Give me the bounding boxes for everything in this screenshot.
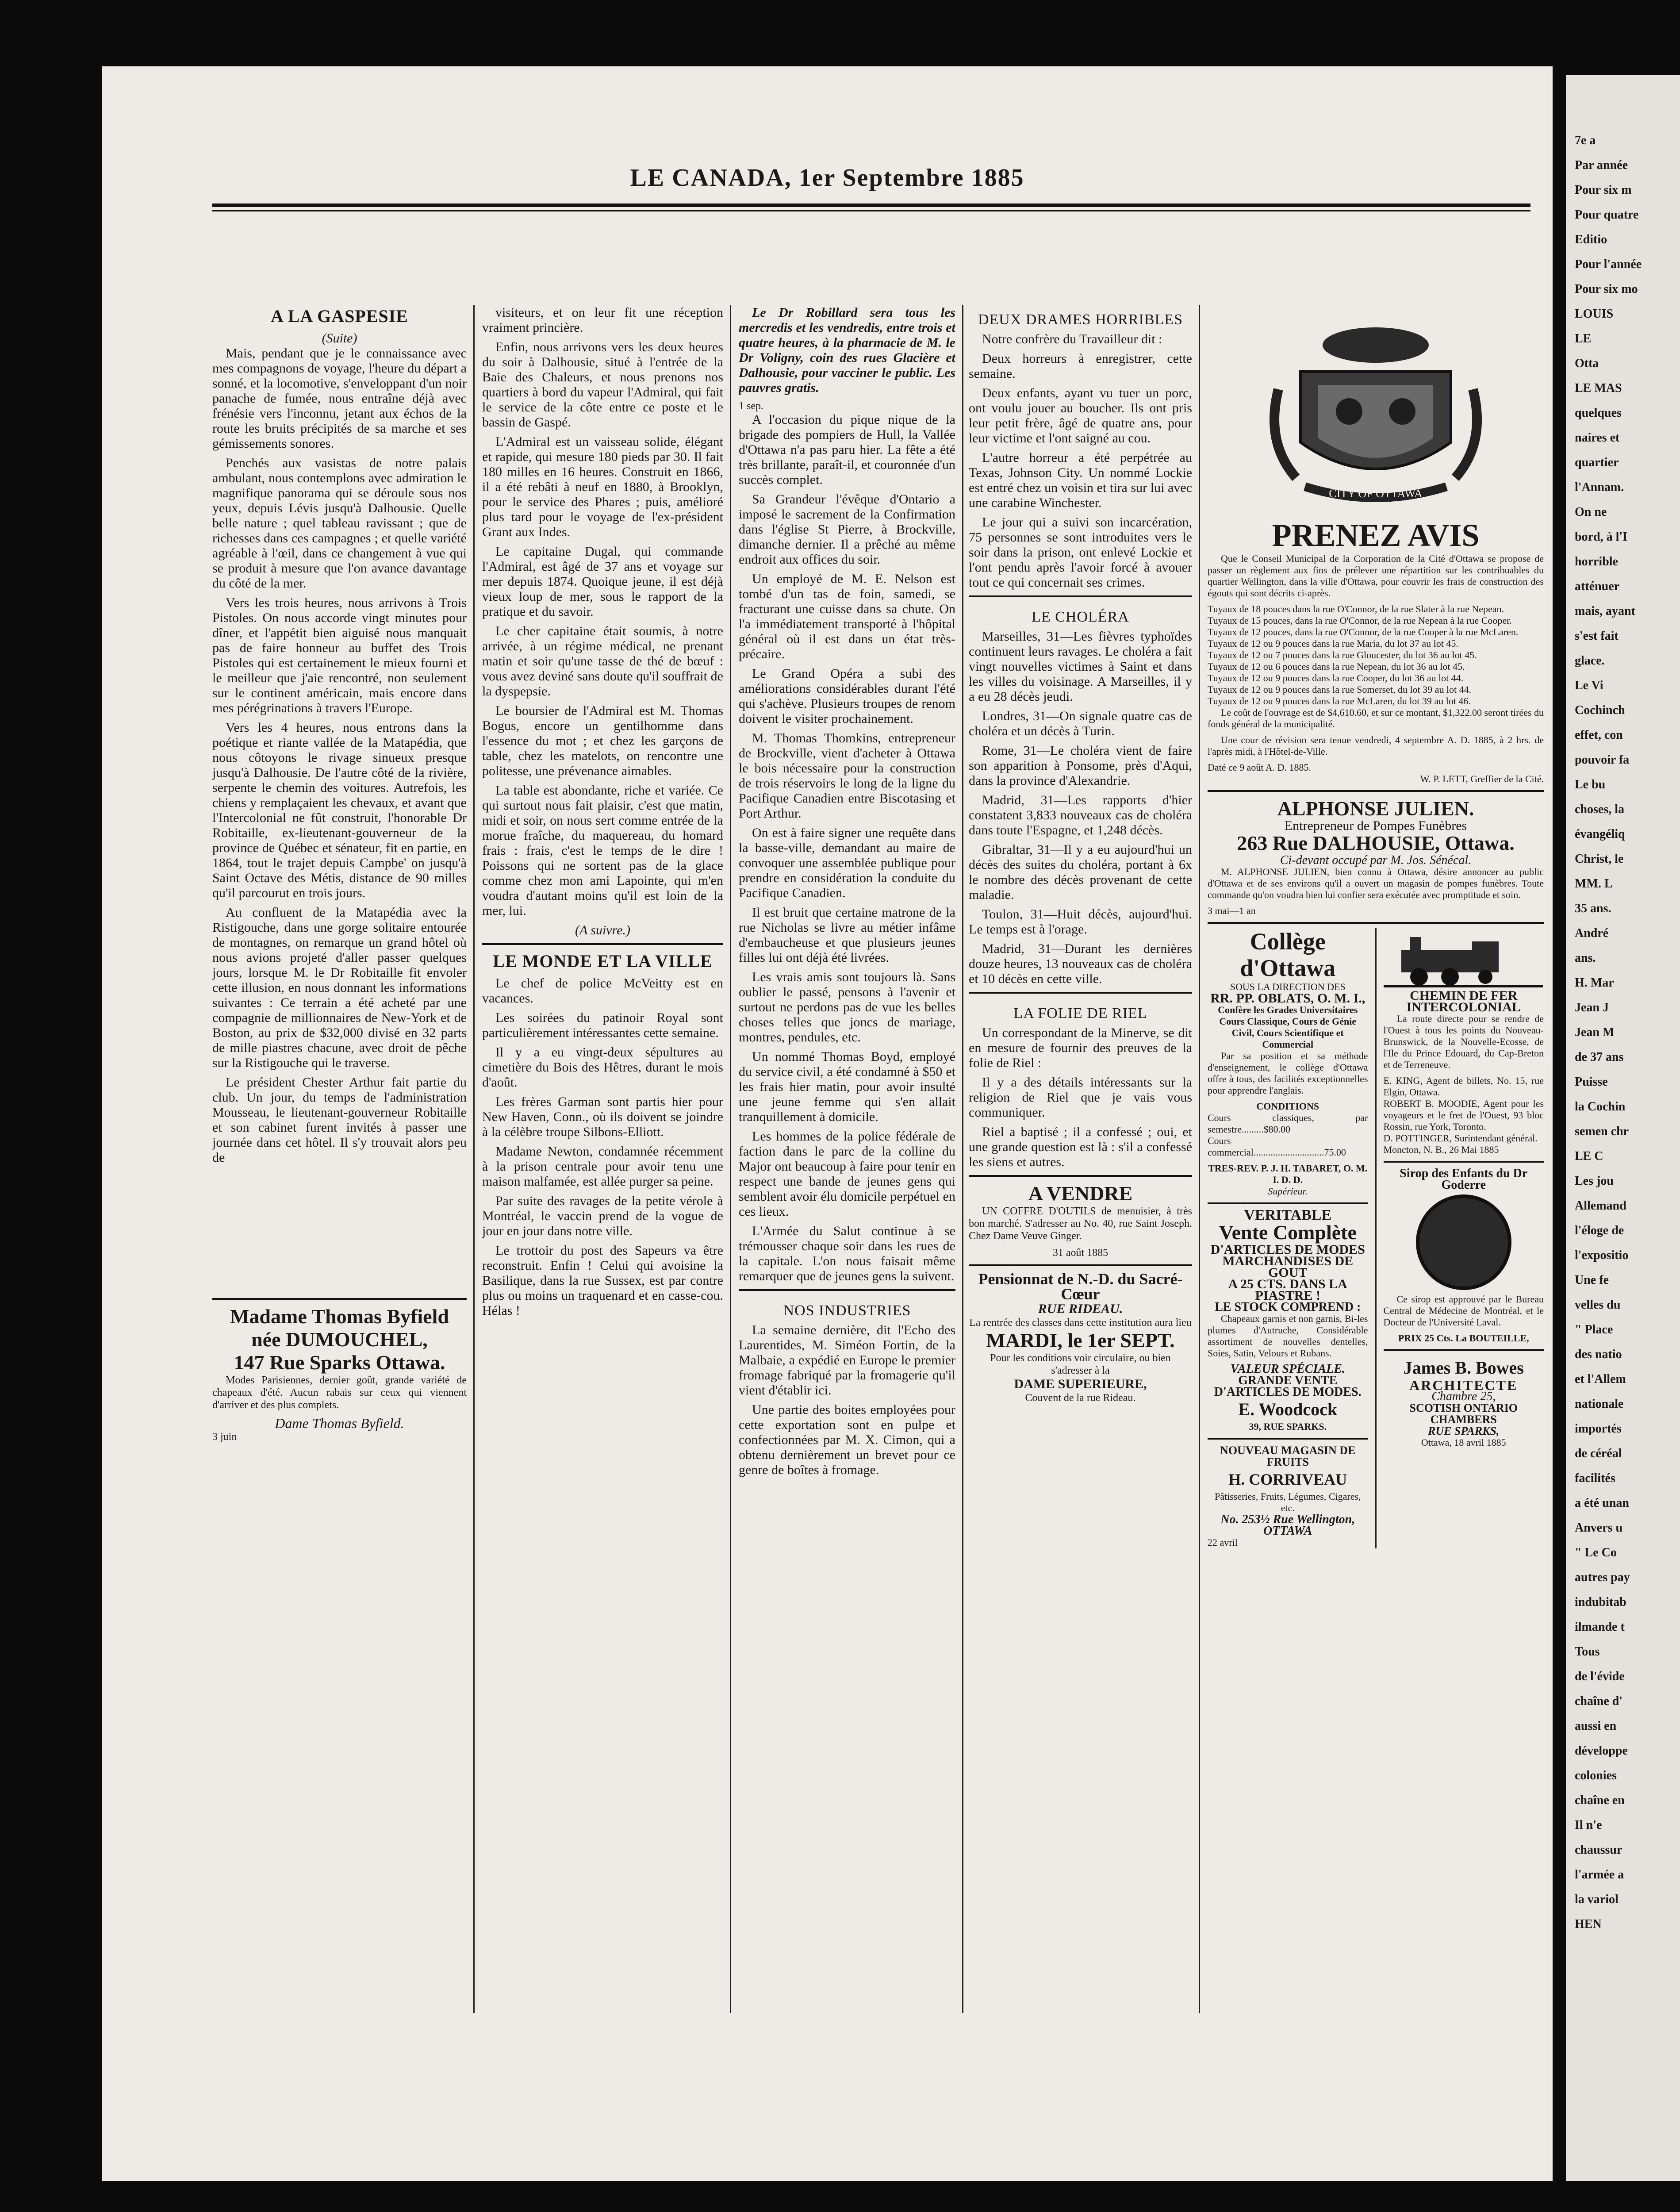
adjacent-page-line: Tous	[1575, 1645, 1600, 1659]
adjacent-page-line: ans.	[1575, 951, 1596, 965]
ad-signature: D. POTTINGER, Surintendant général.	[1383, 1133, 1538, 1144]
ad-sub: RR. PP. OBLATS, O. M. I.,	[1210, 991, 1365, 1006]
adjacent-page-line: Le bu	[1575, 778, 1606, 791]
paragraph: Mais, pendant que je le connaissance avec mes compagnons de voyage, l'heure du départ a sonné, et la locomotive, s'enveloppant d'un noir panache de fumée, nous entraîne déjà avec frénésie vers l'inconnu, jetant aux échos de la route les bruits précipités de sa marche et ses gémissements sonores.	[212, 346, 467, 451]
byfield-ad	[212, 1298, 467, 1443]
goderre-seal-icon	[1416, 1194, 1511, 1290]
column-local-news	[739, 305, 955, 2022]
adjacent-page-line: quartier	[1575, 456, 1619, 469]
paragraph: Il y a des détails intéressants sur la religion de Riel que je vais vous communiquer.	[969, 1075, 1192, 1120]
adjacent-page-line: de 37 ans	[1575, 1050, 1624, 1064]
ad-heading: MARCHANDISES DE GOUT	[1222, 1254, 1354, 1280]
ad-sub: Cours Classique, Cours de Génie Civil, Cours Scientifique et Commercial	[1219, 1016, 1357, 1050]
ad-text: UN COFFRE D'OUTILS de menuisier, à très bon marché. S'adresser au No. 40, rue Saint Joseph. Chez Dame Veuve Ginger.	[969, 1206, 1192, 1242]
paragraph: L'Admiral est un vaisseau solide, élégant et rapide, qui mesure 180 pieds par 30. Il fait 180 milles en 16 heures. Construit en 1866, il a été rebâti à neuf en 1880, à Brooklyn, pour le service des Phares ; puis, amélioré plus tard pour le voyage de l'ex-président Grant aux Indes.	[482, 434, 723, 539]
ad-signature: Dame Thomas Byfield.	[275, 1415, 404, 1431]
prenez-avis-heading: PRENEZ AVIS	[1272, 518, 1480, 553]
adjacent-page-line: importés	[1575, 1422, 1622, 1436]
paragraph: Par suite des ravages de la petite vérole à Montréal, le vaccin prend de la vogue de jour en jour dans notre ville.	[482, 1194, 723, 1238]
article-heading: A LA GASPESIE	[271, 306, 408, 326]
column-divider	[730, 305, 731, 2013]
adjacent-page-line: Puisse	[1575, 1075, 1608, 1089]
paragraph: Les frères Garman sont partis hier pour New Haven, Conn., où ils doivent se joindre à la célèbre troupe Silbons-Elliott.	[482, 1094, 723, 1139]
article-heading: DEUX DRAMES HORRIBLES	[978, 311, 1183, 328]
ad-address: 147 Rue Sparks Ottawa.	[234, 1351, 445, 1374]
ad-text: Chapeaux garnis et non garnis, Bi-les plumes d'Autruche, Considérable assortiment de nouvelles dentelles, Soies, Satin, Velours et Rubans.	[1208, 1313, 1368, 1359]
adjacent-page-line: chaussur	[1575, 1843, 1622, 1857]
adjacent-page-line: colonies	[1575, 1769, 1617, 1782]
adjacent-page-line: et l'Allem	[1575, 1372, 1626, 1386]
adjacent-page-line: Anvers u	[1575, 1521, 1623, 1535]
ad-text: Pour les conditions voir circulaire, ou bien s'adresser à la	[990, 1352, 1171, 1376]
train-icon	[1384, 928, 1544, 990]
avis-date: Daté ce 9 août A. D. 1885.	[1208, 762, 1311, 773]
paragraph: Madrid, 31—Durant les dernières douze heures, 13 nouveaux cas de choléra et 10 décès en cette ville.	[969, 941, 1192, 986]
adjacent-page-line: quelques	[1575, 406, 1622, 420]
adjacent-page-line: Une fe	[1575, 1273, 1609, 1287]
column-divider	[962, 305, 963, 2013]
section-heading: LA FOLIE DE RIEL	[1013, 1005, 1147, 1022]
paragraph: L'Armée du Salut continue à se trémousser chaque soir dans les rues de la capitale. L'on nous faisait même remarquer que de jeunes gens la suivent.	[739, 1224, 955, 1283]
paragraph: Madame Newton, condamnée récemment à la prison centrale pour avoir tenu une maison malfamée, est allée purger sa peine.	[482, 1144, 723, 1189]
adjacent-page-line: " Le Co	[1575, 1546, 1617, 1559]
ad-name: ALPHONSE JULIEN.	[1277, 797, 1474, 820]
adjacent-page-line: des natio	[1575, 1348, 1622, 1361]
paragraph: Londres, 31—On signale quatre cas de choléra et un décès à Turin.	[969, 709, 1192, 738]
ad-sub: Confère les Grades Universitaires	[1218, 1004, 1358, 1015]
paragraph: Deux horreurs à enregistrer, cette semaine.	[969, 351, 1192, 381]
sewer-item: Tuyaux de 18 pouces dans la rue O'Connor, de la rue Slater à la rue Nepean.	[1208, 603, 1504, 614]
adjacent-page-line: Otta	[1575, 357, 1599, 370]
adjacent-page-line: évangéliq	[1575, 827, 1625, 841]
paragraph: Les soirées du patinoir Royal sont particulièrement intéressantes cette semaine.	[482, 1010, 723, 1040]
ad-signature: DAME SUPERIEURE,	[1014, 1377, 1147, 1391]
adjacent-page-line: la Cochin	[1575, 1100, 1626, 1114]
adjacent-page	[1566, 75, 1680, 2181]
ad-address: 39, RUE SPARKS.	[1249, 1421, 1327, 1432]
paragraph: Il y a eu vingt-deux sépultures au cimetière du Bois des Hêtres, durant le mois d'août.	[482, 1045, 723, 1090]
paragraph: Le jour qui a suivi son incarcération, 75 personnes se sont introduites vers le soir dans la prison, ont enlevé Lockie et l'ont pendu après l'avoir forcé à avouer tout ce qui concernait ses crimes.	[969, 515, 1192, 590]
ad-name: Collège d'Ottawa	[1240, 928, 1336, 981]
adjacent-page-line: atténuer	[1575, 580, 1620, 593]
ottawa-crest-icon	[1261, 310, 1491, 513]
ad-building: SCOTISH ONTARIO CHAMBERS	[1409, 1402, 1518, 1426]
sewer-item: Tuyaux de 12 ou 6 pouces dans la rue Nepean, du lot 36 au lot 45.	[1208, 661, 1465, 672]
adjacent-page-line: Pour six m	[1575, 183, 1632, 197]
adjacent-page-line: horrible	[1575, 555, 1618, 568]
adjacent-page-line: chaîne en	[1575, 1793, 1625, 1807]
adjacent-page-line: Editio	[1575, 233, 1607, 246]
ad-date: 3 mai—1 an	[1208, 905, 1256, 916]
article-subheading: (Suite)	[322, 331, 357, 346]
paragraph: Penchés aux vasistas de notre palais ambulant, nous contemplons avec admiration le magnifique panorama qui se déroule sous nos yeux, depuis Lévis jusqu'à Dalhousie. Quelle belle nature ; quel tableau ravissant ; que de richesses dans ces campagnes ; et quelle variété agréable à l'œil, dans ce changement à vue qui se produit à mesure que l'on avance davantage du côté de la mer.	[212, 456, 467, 591]
adjacent-page-line: chaîne d'	[1575, 1694, 1623, 1708]
sewer-item: Tuyaux de 12 ou 9 pouces dans la rue Cooper, du lot 36 au lot 44.	[1208, 672, 1464, 684]
adjacent-page-line: indubitab	[1575, 1595, 1626, 1609]
header-rule	[212, 204, 1530, 207]
paragraph: Enfin, nous arrivons vers les deux heures du soir à Dalhousie, situé à l'entrée de la Baie des Chaleurs, et nous prenons nos quartiers à bord du vapeur l'Admiral, qui fait le service de la côte entre ce poste et le bassin de Gaspé.	[482, 340, 723, 430]
paragraph: Vers les trois heures, nous arrivons à Trois Pistoles. On nous accorde vingt minutes pour dîner, et l'appétit bien aiguisé nous manquait pas de faire honneur au buffet des Trois Pistoles qui est certainement le mieux fourni et le meilleur que j'aie rencontré, non seulement sur le continent américain, mais encore dans mes pérégrinations à travers l'Europe.	[212, 595, 467, 715]
adjacent-page-line: facilités	[1575, 1471, 1615, 1485]
sewer-item: Tuyaux de 12 pouces, dans la rue O'Connor, de la rue Cooper à la rue McLaren.	[1208, 626, 1519, 637]
column-divider	[1199, 305, 1200, 2013]
adjacent-page-line: 7e a	[1575, 134, 1596, 147]
ad-name: E. Woodcock	[1238, 1399, 1338, 1419]
ad-text: Modes Parisiennes, dernier goût, grande variété de chapeaux d'été. Aucun rabais sur ceux qui viennent d'arriver et des plus complets.	[212, 1375, 467, 1411]
adjacent-page-line: de l'évide	[1575, 1670, 1625, 1683]
adjacent-page-line: l'expositio	[1575, 1248, 1629, 1262]
ad-date: 3 juin	[212, 1431, 237, 1443]
paragraph: La table est abondante, riche et variée. Ce qui surtout nous fait plaisir, c'est que matin, midi et soir, on nous sert comme entrée de la morue fraîche, du maquereau, du homard frais : frais, c'est le temps de le dire ! Poissons qui ne sortent pas de la glace comme chez mon ami Lapointe, qui m'en voudra d'autant moins qu'il est loin de la mer, lui.	[482, 783, 723, 918]
college-ad	[1208, 928, 1368, 1548]
sewer-item: Tuyaux de 12 ou 9 pouces dans la rue Maria, du lot 37 au lot 45.	[1208, 638, 1458, 649]
adjacent-page-line: pouvoir fa	[1575, 753, 1630, 767]
column-dramas	[969, 305, 1192, 2022]
ad-sub: SOUS LA DIRECTION DES	[1230, 981, 1346, 992]
page-title: LE CANADA, 1er Septembre 1885	[630, 164, 1024, 192]
ad-name: H. CORRIVEAU	[1228, 1471, 1347, 1488]
ad-sub: GRANDE VENTE D'ARTICLES DE MODES.	[1214, 1374, 1362, 1399]
adjacent-page-line: l'Annam.	[1575, 480, 1624, 494]
masthead	[102, 155, 1553, 199]
adjacent-page-line: ilmande t	[1575, 1620, 1625, 1634]
paragraph: Le chef de police McVeitty est en vacances.	[482, 976, 723, 1006]
ad-signature-sub: Couvent de la rue Rideau.	[1025, 1392, 1136, 1404]
adjacent-page-line: aussi en	[1575, 1719, 1617, 1733]
adjacent-page-line: Jean J	[1575, 1001, 1609, 1014]
section-riel	[969, 992, 1192, 1170]
ad-signature: E. KING, Agent de billets, No. 15, rue Elgin, Ottawa.	[1383, 1075, 1544, 1098]
paragraph: Le boursier de l'Admiral est M. Thomas Bogus, encore un gentilhomme dans l'essence du mot ; et chez les garçons de table, chez les matelots, on rencontre une politesse, une prévenance aimables.	[482, 703, 723, 778]
paragraph: Le trottoir du post des Sapeurs va être reconstruit. Enfin ! Celui qui avoisine la Basilique, dans la rue Sussex, est par contre plus ou moins un traquenard et en casse-cou. Hélas !	[482, 1243, 723, 1318]
paragraph: Un employé de M. E. Nelson est tombé d'un tas de foin, samedi, se fracturant une cuisse dans sa chute. On l'a immédiatement transporté à l'hôpital général où il est dans un état très-précaire.	[739, 572, 955, 661]
ad-previous: Ci-devant occupé par M. Jos. Sénécal.	[1280, 853, 1472, 867]
section-industries	[739, 1289, 955, 1478]
adjacent-page-line: MM. L	[1575, 877, 1613, 891]
ad-date: 22 avril	[1208, 1537, 1238, 1548]
ad-price: PRIX 25 Cts. La BOUTEILLE,	[1398, 1333, 1529, 1344]
adjacent-page-line: Le Vi	[1575, 679, 1603, 692]
paragraph: Une partie des boites employées pour cette exportation sont en pulpe et confectionnées par M. X. Cimon, qui a obtenu dernièrement un brevet pour ce genre de boîtes à fromage.	[739, 1402, 955, 1477]
paragraph: Un correspondant de la Minerve, se dit en mesure de fournir des preuves de la folie de Riel :	[969, 1025, 1192, 1070]
adjacent-page-line: a été unan	[1575, 1496, 1629, 1510]
ad-date: Ottawa, 18 avril 1885	[1421, 1437, 1506, 1448]
header-rule-thin	[212, 210, 1530, 211]
adjacent-page-line: l'éloge de	[1575, 1224, 1624, 1237]
column-gaspesie	[212, 305, 467, 2022]
adjacent-page-line: HEN	[1575, 1917, 1602, 1931]
adjacent-page-line: l'armée a	[1575, 1868, 1624, 1882]
ads-row	[1208, 922, 1544, 1548]
adjacent-page-line: la variol	[1575, 1893, 1619, 1906]
pensionnat-ad	[969, 1264, 1192, 1404]
adjacent-page-line: autres pay	[1575, 1571, 1630, 1584]
ad-address: No. 253½ Rue Wellington, OTTAWA	[1220, 1513, 1355, 1538]
ad-heading: Vente Complète	[1219, 1221, 1357, 1244]
ad-heading: Pensionnat de N.-D. du Sacré-Cœur	[978, 1270, 1183, 1303]
adjacent-page-line: s'est fait	[1575, 629, 1619, 643]
paragraph: Le capitaine Dugal, qui commande l'Admiral, est âgé de 37 ans et voyage sur mer depuis 1874. Quoique jeune, il est déjà vieux loup de mer, sous le rapport de la pratique et du savoir.	[482, 544, 723, 619]
ad-sub: CONDITIONS	[1256, 1101, 1319, 1112]
ad-price: Cours classiques, par semestre.........$80.00	[1208, 1112, 1368, 1135]
adjacent-page-line: glace.	[1575, 654, 1605, 668]
svg-text:CITY OF OTTAWA: CITY OF OTTAWA	[1329, 487, 1423, 500]
paragraph: Il est bruit que certaine matrone de la rue Nicholas se livre au métier infâme d'embaucheuse et que plusieurs jeunes filles lui ont déjà été livrées.	[739, 905, 955, 965]
ad-name: Sirop des Enfants du Dr Goderre	[1400, 1167, 1528, 1192]
vaccine-notice: Le Dr Robillard sera tous les mercredis et les vendredis, entre trois et quatre heures, à la pharmacie de M. le Dr Voligny, coin des rues Glacière et Dalhousie, pour vacciner le public. Les pauvres gratis.	[739, 305, 955, 395]
adjacent-page-line: choses, la	[1575, 803, 1624, 816]
adjacent-page-line: Les jou	[1575, 1174, 1614, 1188]
ad-address: 263 Rue DALHOUSIE, Ottawa.	[1237, 832, 1515, 854]
adjacent-page-text	[1566, 75, 1680, 1937]
ad-heading: A 25 CTS. DANS LA PIASTRE !	[1228, 1277, 1347, 1303]
adjacent-page-line: Christ, le	[1575, 852, 1624, 866]
paragraph: Madrid, 31—Les rapports d'hier constatent 3,833 nouveaux cas de choléra dans toute l'Espagne, et 1,248 décès.	[969, 793, 1192, 837]
ad-date: 31 août 1885	[1052, 1247, 1108, 1259]
adjacent-page-line: semen chr	[1575, 1125, 1629, 1138]
adjacent-page-line: naires et	[1575, 431, 1620, 445]
paragraph: Au confluent de la Matapédia avec la Ristigouche, dans une gorge solitaire entourée de montagnes, on remarque un grand hôtel où nous avions projeté d'aller passer quelques jours, lorsque M. le Dr Robitaille fit envoler cette illusion, en nous donnant les informations suivantes : Ce terrain a été acheté par une compagnie de millionnaires de New-York et de Boston, au prix de $32,000 divisé en 32 parts de mille piastres chacune, avec droit de pêche sur la Ristigouche qui le traverse.	[212, 905, 467, 1070]
adjacent-page-line: Il n'e	[1575, 1818, 1602, 1832]
ad-text: Par sa position et sa méthode d'enseignement, le collège d'Ottawa offre à tous, des facilités exceptionnelles pour apprendre l'anglais.	[1208, 1050, 1368, 1096]
vendre-ad	[969, 1175, 1192, 1259]
section-heading: NOS INDUSTRIES	[783, 1302, 911, 1319]
paragraph: Rome, 31—Le choléra vient de faire son apparition à Ponsome, près d'Aqui, dans la province d'Alexandrie.	[969, 743, 1192, 788]
adjacent-page-line: de céréal	[1575, 1447, 1622, 1460]
paragraph: Le président Chester Arthur fait partie du club. Un jour, du temps de l'administration Mousseau, le lieutenant-gouverneur Robitaille et son cabinet furent invités à passer une journée dans cet hôtel. Il s'y trouvait alors peu de	[212, 1075, 467, 1165]
ad-text: La rentrée des classes dans cette institution aura lieu	[969, 1317, 1192, 1329]
paragraph: Les vrais amis sont toujours là. Sans oublier le passé, pensons à l'avenir et surtout ne perdons pas de vue les belles choses telles que joncs de mariage, montres, pendules, etc.	[739, 970, 955, 1045]
paragraph: La semaine dernière, dit l'Echo des Laurentides, M. Siméon Fortin, de la Malbaie, a expédié en Europe le premier fromage fabriqué par la fromagerie qu'il vient d'établir ici.	[739, 1323, 955, 1398]
julien-ad	[1208, 790, 1544, 917]
avis-court: Une cour de révision sera tenue vendredi, 4 septembre A. D. 1885, à 2 hrs. de l'après midi, à l'Hôtel-de-Ville.	[1208, 734, 1544, 757]
ad-text: M. ALPHONSE JULIEN, bien connu à Ottawa, désire annoncer au public d'Ottawa et de ses environs qu'il a ouvert un magasin de pompes funèbres. Toute commande qu'on voudra bien lui confier sera exécutée avec promptitude et soin.	[1208, 866, 1544, 900]
adjacent-page-line: LE	[1575, 332, 1592, 346]
sewer-item: Tuyaux de 12 ou 9 pouces dans la rue McLaren, du lot 39 au lot 46.	[1208, 695, 1471, 707]
adjacent-page-line: Cochinch	[1575, 703, 1625, 717]
paragraph: visiteurs, et on leur fit une réception vraiment princière.	[482, 305, 723, 335]
ad-text: La route directe pour se rendre de l'Ouest à tous les points du Nouveau-Brunswick, de la Nouvelle-Ecosse, de l'Ile du Prince Edouard, du Cap-Breton et de Terreneuve.	[1383, 1013, 1544, 1070]
paragraph: Un nommé Thomas Boyd, employé du service civil, a été condamné à $50 et les frais hier matin, pour avoir insulté une jeune femme qui s'en allait tranquillement à domicile.	[739, 1049, 955, 1124]
ad-room: Chambre 25,	[1431, 1390, 1496, 1403]
rail-ad	[1384, 928, 1544, 1548]
paragraph: Le Grand Opéra a subi des améliorations considérables durant l'été qui s'achève. Plusieurs troupes de renom doivent le visiter prochainement.	[739, 666, 955, 726]
ad-sub: LE STOCK COMPREND :	[1215, 1300, 1361, 1314]
adjacent-page-line: Allemand	[1575, 1199, 1626, 1213]
ad-role: Entrepreneur de Pompes Funèbres	[1284, 818, 1467, 833]
section-heading: LE MONDE ET LA VILLE	[493, 951, 713, 971]
paragraph: Marseilles, 31—Les fièvres typhoïdes continuent leurs ravages. Le choléra a fait vingt nouvelles victimes à Saint et dans les villes du voisinage. A Marseilles, il y a eu 28 décès jeudi.	[969, 629, 1192, 704]
ad-heading: VERITABLE	[1244, 1207, 1332, 1223]
section-monde	[482, 943, 723, 1318]
adjacent-page-line: " Place	[1575, 1323, 1613, 1336]
adjacent-page-line: velles du	[1575, 1298, 1621, 1312]
adjacent-page-line: Par année	[1575, 158, 1628, 172]
paragraph: Deux enfants, ayant vu tuer un porc, ont voulu jouer au boucher. Ils ont pris leur petit frère, âgé de quatre ans, pour leur victime et l'ont saigné au cou.	[969, 386, 1192, 445]
sewer-item: Tuyaux de 12 ou 7 pouces dans la rue Gloucester, du lot 36 au lot 45.	[1208, 649, 1477, 661]
paragraph: Notre confrère du Travailleur dit :	[982, 332, 1162, 346]
adjacent-page-line: nationale	[1575, 1397, 1624, 1411]
adjacent-page-line: bord, à l'I	[1575, 530, 1628, 544]
paragraph: Toulon, 31—Huit décès, aujourd'hui. Le temps est à l'orage.	[969, 907, 1192, 937]
adjacent-page-line: LE C	[1575, 1149, 1603, 1163]
ad-date: MARDI, le 1er SEPT.	[986, 1329, 1175, 1352]
section-heading: LE CHOLÉRA	[1032, 609, 1129, 625]
paragraph: Gibraltar, 31—Il y a eu aujourd'hui un décès des suites du choléra, portant à 6x le nombre des décès provenant de cette maladie.	[969, 842, 1192, 902]
adjacent-page-line: effet, con	[1575, 728, 1623, 742]
adjacent-page-line: André	[1575, 926, 1609, 940]
avis-text: Que le Conseil Municipal de la Corporation de la Cité d'Ottawa se propose de passer un règlement aux fins de prélever une répartition sur les contribuables du quartier Wellington, dans la ville d'Ottawa, pour couvrir les frais de construction des égouts qui sont décrits ci-après.	[1208, 553, 1544, 599]
paragraph: Le cher capitaine était soumis, à notre arrivée, à un régime médical, ne prenant matin et soir qu'une tasse de thé de bœuf : vous avez deviné sans doute qu'il souffrait de la dyspepsie.	[482, 624, 723, 699]
adjacent-page-line: 35 ans.	[1575, 902, 1611, 915]
ad-name: Madame Thomas Byfield	[230, 1305, 449, 1328]
ad-heading: NOUVEAU MAGASIN DE FRUITS	[1220, 1444, 1356, 1468]
paragraph: Les hommes de la police fédérale de faction dans le parc de la colline du Major ont beaucoup à faire pour tenir en respect une bande de jeunes gens qui semblent avoir élu domicile perpétuel en ces lieux.	[739, 1129, 955, 1219]
suivre-note: (A suivre.)	[575, 923, 630, 937]
ad-name: CHEMIN DE FER INTERCOLONIAL	[1406, 988, 1521, 1014]
ad-heading: D'ARTICLES DE MODES	[1210, 1242, 1365, 1257]
adjacent-page-line: développe	[1575, 1744, 1628, 1758]
column-divider	[473, 305, 475, 2013]
adjacent-page-line: Pour quatre	[1575, 208, 1639, 222]
newspaper-page	[102, 66, 1553, 2181]
sirop-ad	[1384, 1161, 1544, 1344]
ad-name: James B. Bowes	[1403, 1358, 1524, 1378]
notice-date: 1 sep.	[739, 400, 763, 412]
adjacent-page-line: Pour l'année	[1575, 257, 1642, 271]
column-divider	[1375, 928, 1377, 1548]
sewer-item: Tuyaux de 12 ou 9 pouces dans la rue Somerset, du lot 39 au lot 44.	[1208, 684, 1472, 695]
paragraph: On est à faire signer une requête dans la basse-ville, demandant au maire de convoquer une assemblée publique pour prendre en considération la conduite du Pacifique Canadien.	[739, 826, 955, 900]
ad-role: ARCHITECTE	[1409, 1377, 1518, 1393]
bowes-ad	[1384, 1349, 1544, 1448]
adjacent-page-line: mais, ayant	[1575, 604, 1635, 618]
adjacent-page-line: Pour six mo	[1575, 282, 1638, 296]
ad-address: RUE SPARKS,	[1428, 1425, 1500, 1437]
ad-text: Pâtisseries, Fruits, Légumes, Cigares, etc.	[1214, 1491, 1361, 1513]
ad-signature: ROBERT B. MOODIE, Agent pour les voyageurs et le fret de l'Ouest, 93 bloc Rossin, rue York, Toronto.	[1383, 1098, 1544, 1132]
ad-sub: VALEUR SPÉCIALE.	[1230, 1362, 1345, 1376]
ad-date: Moncton, N. B., 26 Mai 1885	[1383, 1144, 1499, 1155]
column-ads	[1208, 305, 1544, 2022]
adjacent-page-line: Jean M	[1575, 1025, 1615, 1039]
ad-signature-sub: Supérieur.	[1268, 1186, 1308, 1197]
avis-cost: Le coût de l'ouvrage est de $4,610.60, et sur ce montant, $1,322.00 seront tirées du fonds général de la municipalité.	[1208, 707, 1544, 730]
paragraph: Vers les 4 heures, nous entrons dans la poétique et riante vallée de la Matapédia, que nous côtoyons le rivage sinueux presque jusqu'à Dalhousie. De l'autre côté de la rivière, serpente le chemin des voitures. Autrefois, les chiens y remplaçaient les chevaux, et avant que l'Intercolonial ne fût construit, l'honorable Dr Robitaille, ex-lieutenant-gouverneur de la province de Québec et sénateur, fit en partie, en 1864, tout le trajet depuis Campbe' on jusqu'à Saint Octave des Métis, distance de 90 milles qu'il parcourut en trois jours.	[212, 720, 467, 900]
adjacent-page-line: LE MAS	[1575, 381, 1622, 395]
adjacent-page-line: On ne	[1575, 505, 1607, 519]
fruits-ad	[1208, 1438, 1368, 1548]
avis-signature: W. P. LETT, Greffier de la Cité.	[1420, 773, 1544, 784]
ad-nee: née DUMOUCHEL,	[251, 1328, 428, 1351]
ad-sub: RUE RIDEAU.	[1038, 1302, 1123, 1316]
paragraph: Riel a baptisé ; il a confessé ; oui, et une grande question est là : s'il a confessé les siens et autres.	[969, 1125, 1192, 1169]
column-gaspesie-cont	[482, 305, 723, 2022]
sewer-item: Tuyaux de 15 pouces, dans la rue O'Connor, de la rue Nepean à la rue Cooper.	[1208, 615, 1512, 626]
adjacent-page-line: LOUIS	[1575, 307, 1614, 321]
paragraph: L'autre horreur a été perpétrée au Texas, Johnson City. Un nommé Lockie est entré chez un voisin et tira sur lui avec une carabine Winchester.	[969, 450, 1192, 510]
ad-signature: TRES-REV. P. J. H. TABARET, O. M. I. D. D.	[1208, 1163, 1368, 1185]
paragraph: M. Thomas Thomkins, entrepreneur de Brockville, vient d'acheter à Ottawa le bois nécessaire pour la construction de trois réservoirs le long de la ligne du Pacifique Canadien entre Biscotasing et Port Arthur.	[739, 731, 955, 821]
ad-text: Ce sirop est approuvé par le Bureau Central de Médecine de Montréal, et le Docteur de l'Université Laval.	[1383, 1294, 1544, 1328]
adjacent-page-line: H. Mar	[1575, 976, 1614, 990]
ad-heading: A VENDRE	[1028, 1182, 1133, 1205]
vente-ad	[1208, 1202, 1368, 1432]
ad-price: Cours commercial.............................75.00	[1208, 1135, 1346, 1158]
section-cholera	[969, 595, 1192, 987]
paragraph: A l'occasion du pique nique de la brigade des pompiers de Hull, la Vallée d'Ottawa n'a pas paru hier. La fête a été très brillante, paraît-il, et couronnée d'un succès complet.	[739, 412, 955, 487]
paragraph: Sa Grandeur l'évêque d'Ontario a imposé le sacrement de la Confirmation dans l'église St Pierre, à Brockville, dimanche dernier. Il a prêché au même endroit aux offices du soir.	[739, 492, 955, 567]
